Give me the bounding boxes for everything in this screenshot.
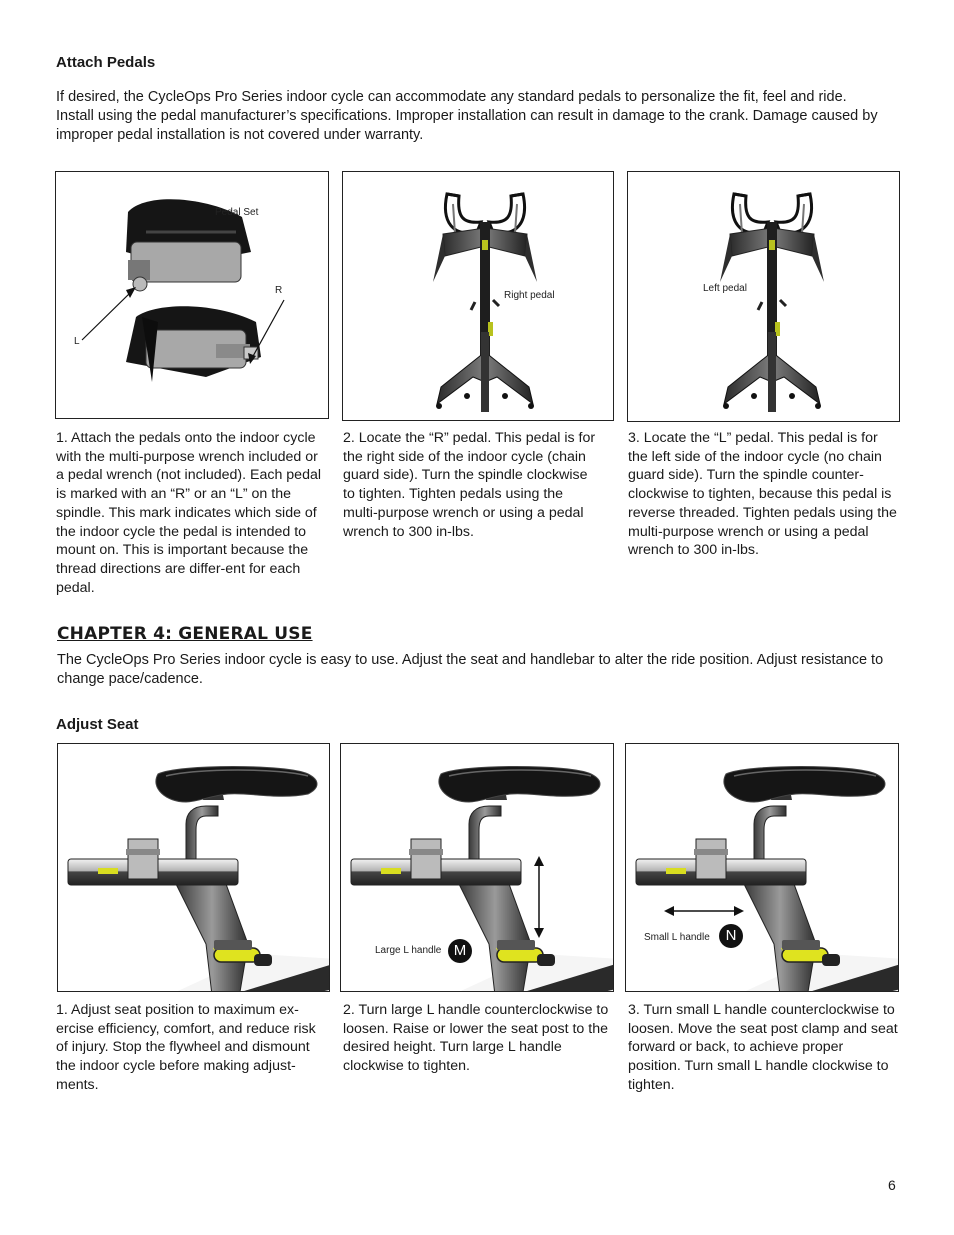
right-pedal-figure xyxy=(342,171,614,421)
large-l-handle-label: Large L handle xyxy=(375,945,442,956)
pedal-step-2-caption: 2. Locate the “R” pedal. This pedal is for the right side of the indoor cycle (chain guard side). Turn the spindle clockwise to tighten. Tighten pedals using the multi-purpose wrench or using a pedal wrench to 300 in-lbs. xyxy=(343,430,596,540)
seat-figure-3 xyxy=(625,743,899,992)
seat-step-2-caption: 2. Turn large L handle counterclockwise to loosen. Raise or lower the seat post to the desired height. Turn large L handle clockwise to tighten. xyxy=(343,1002,609,1075)
left-pedal-label: Left pedal xyxy=(703,283,747,294)
attach-pedals-intro: If desired, the CycleOps Pro Series indoor cycle can accommodate any standard pedals to personalize the fit, feel and ride. Install using the pedal manufacturer’s specifications. Improper installation can result in damage to the crank. Damage caused by improper pedal installation is not covered under warranty. xyxy=(56,89,878,143)
chapter-intro: The CycleOps Pro Series indoor cycle is easy to use. Adjust the seat and handlebar to alter the ride position. Adjust resistance to change pace/cadence. xyxy=(57,652,884,687)
seat-step-3-caption: 3. Turn small L handle counterclockwise to loosen. Move the seat post clamp and seat forward or back, to achieve proper position. Turn small L handle clockwise to tighten. xyxy=(628,1002,898,1093)
right-pedal-illustration xyxy=(343,172,613,420)
seat-illustration-1 xyxy=(58,744,329,991)
small-l-handle-label: Small L handle xyxy=(644,932,710,943)
seat-illustration-3 xyxy=(626,744,898,991)
left-pedal-figure xyxy=(627,171,900,422)
page-number: 6 xyxy=(888,1177,896,1193)
left-pedal-illustration xyxy=(628,172,899,421)
m-badge: M xyxy=(448,939,472,963)
seat-figure-2 xyxy=(340,743,614,992)
pedal-set-label: Pedal Set xyxy=(215,207,259,218)
chapter-title: CHAPTER 4: GENERAL USE xyxy=(57,624,313,644)
right-pedal-label: Right pedal xyxy=(504,290,555,301)
left-marker-label: L xyxy=(74,336,80,347)
seat-step-1-caption: 1. Adjust seat position to maximum ex-ercise efficiency, comfort, and reduce risk of injury. Stop the flywheel and dismount the indoor cycle before making adjust-ments. xyxy=(56,1002,316,1093)
pedal-step-1-caption: 1. Attach the pedals onto the indoor cycle with the multi-purpose wrench included or a pedal wrench (not included). Each pedal is marked with an “R” or an “L” on the spindle. This mark indicates which side of the indoor cycle the pedal is intended to mount on. This is important because the thread directions are differ-ent for each pedal. xyxy=(56,430,322,596)
n-badge: N xyxy=(719,924,743,948)
pedal-step-3-caption: 3. Locate the “L” pedal. This pedal is for the left side of the indoor cycle (no chain guard side). Turn the spindle counter-clockwise to tighten, because this pedal is reverse threaded. Tighten pedals using the multi-purpose wrench or using a pedal wrench to 300 in-lbs. xyxy=(628,430,897,559)
pedal-set-illustration xyxy=(56,172,328,418)
pedal-set-figure xyxy=(55,171,329,419)
right-marker-label: R xyxy=(275,285,283,296)
seat-figure-1 xyxy=(57,743,330,992)
adjust-seat-heading: Adjust Seat xyxy=(56,716,139,733)
attach-pedals-heading: Attach Pedals xyxy=(56,54,156,71)
